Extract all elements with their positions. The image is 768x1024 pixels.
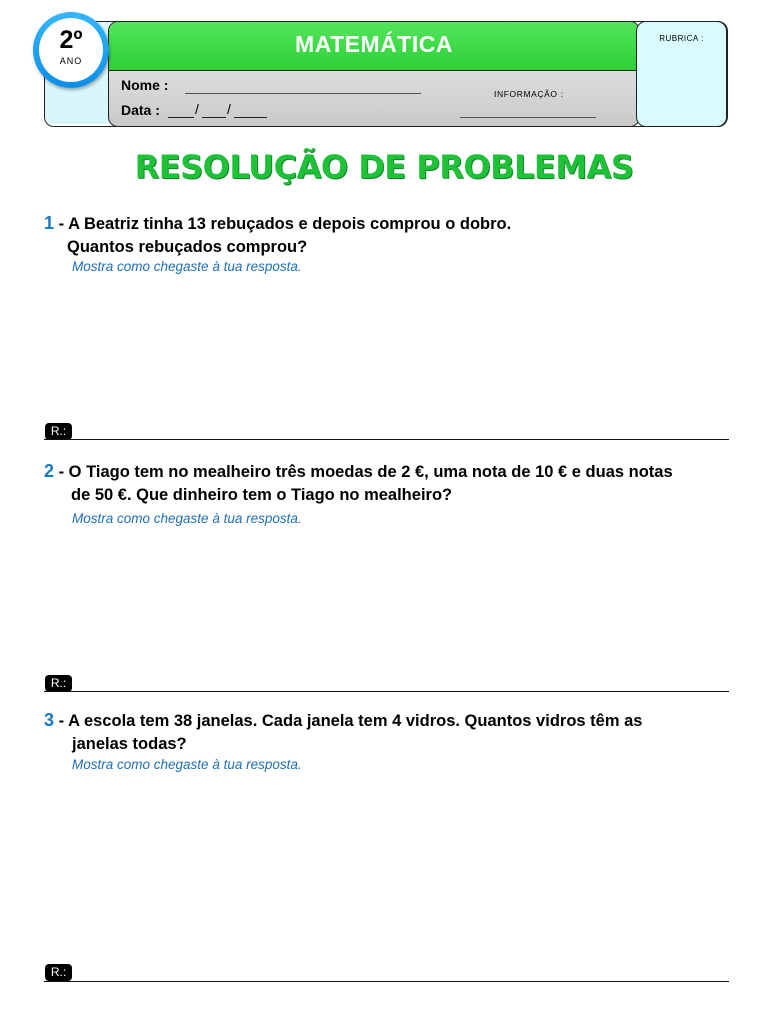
header-main-panel (108, 21, 640, 127)
problem-2-text-2: de 50 €. Que dinheiro tem o Tiago no mealheiro? (71, 486, 453, 504)
problem-1-hint: Mostra como chegaste à tua resposta. (72, 259, 302, 274)
date-separator: / (227, 101, 231, 117)
date-label: Data : (121, 102, 160, 118)
rubric-box (636, 21, 727, 127)
subject-title: MATEMÁTICA (295, 31, 453, 57)
name-field[interactable] (185, 93, 421, 94)
answer-2-label: R.: (45, 675, 72, 692)
problem-2-hint: Mostra como chegaste à tua resposta. (72, 511, 302, 526)
info-label: INFORMAÇÃO : (494, 89, 564, 99)
problem-3-text-1: - A escola tem 38 janelas. Cada janela tem 4 vidros. Quantos vidros têm as (54, 712, 643, 730)
problem-2-text-1: - O Tiago tem no mealheiro três moedas de 2 €, uma nota de 10 € e duas notas (54, 463, 673, 481)
problem-1-number: 1 (44, 213, 55, 233)
problem-3-line-1 (44, 709, 728, 733)
problem-2 (44, 460, 728, 507)
problem-3-hint: Mostra como chegaste à tua resposta. (72, 757, 302, 772)
year-label: ANO (59, 56, 83, 66)
date-year-field[interactable] (234, 117, 267, 118)
answer-3-line[interactable] (44, 981, 729, 982)
rubric-label: RUBRICA : (659, 34, 704, 43)
page-title: RESOLUÇÃO DE PROBLEMAS (134, 148, 634, 186)
year-badge (33, 12, 109, 88)
answer-1-line[interactable] (44, 439, 729, 440)
problem-3-text-2: janelas todas? (72, 735, 187, 753)
answer-2-line[interactable] (44, 691, 729, 692)
date-month-field[interactable] (202, 117, 226, 118)
problem-3 (44, 709, 728, 756)
problem-1-line-1 (44, 212, 728, 236)
problem-1-text-1: - A Beatriz tinha 13 rebuçados e depois comprou o dobro. (54, 215, 512, 233)
answer-1-label: R.: (45, 423, 72, 440)
info-field[interactable] (460, 117, 596, 118)
problem-2-line-1 (44, 460, 728, 484)
date-day-field[interactable] (168, 117, 194, 118)
year-badge-inner (39, 18, 103, 82)
date-separator: / (195, 101, 199, 117)
problem-1-text-2: Quantos rebuçados comprou? (67, 238, 308, 256)
problem-3-number: 3 (44, 710, 55, 730)
problem-1 (44, 212, 728, 259)
year-number: 2º (59, 26, 83, 54)
name-label: Nome : (121, 77, 169, 93)
problem-2-number: 2 (44, 461, 55, 481)
subject-banner (109, 22, 639, 71)
answer-3-label: R.: (45, 964, 72, 981)
